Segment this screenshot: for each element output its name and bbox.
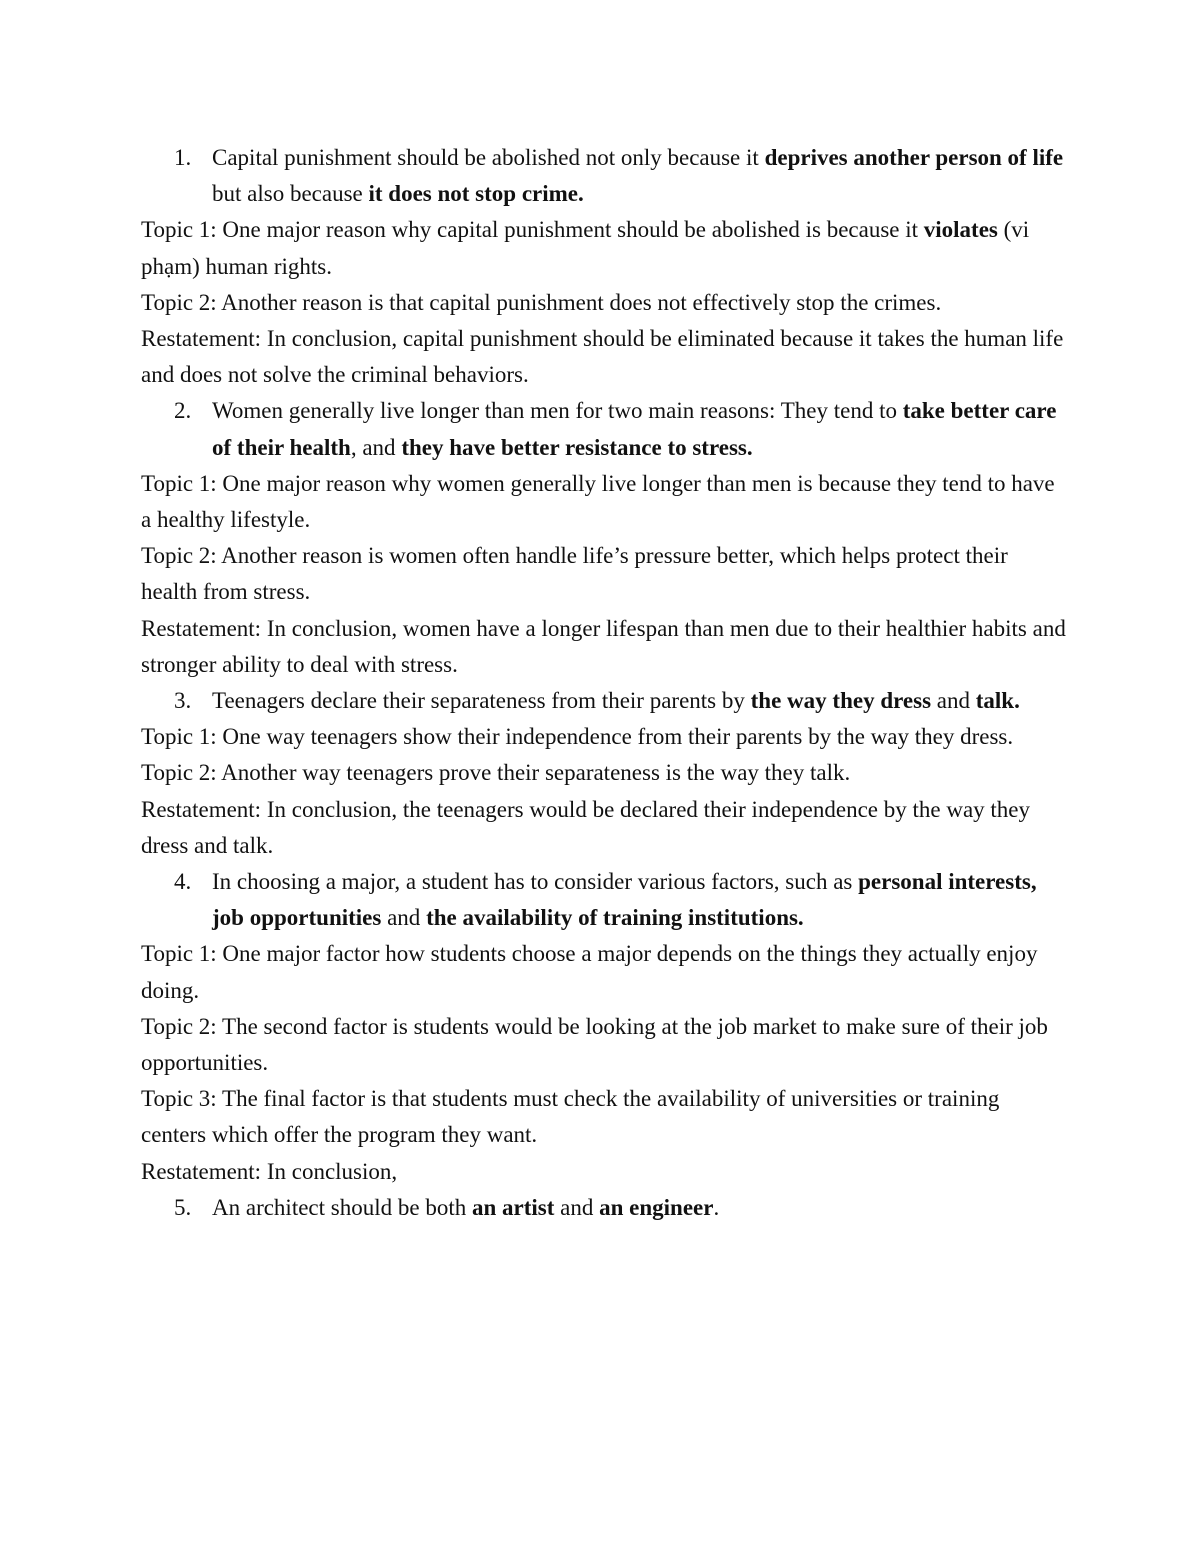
restatement-sentence: Restatement: In conclusion, women have a longer lifespan than men due to their healthier habits and stronger ability to deal with stress. [141,615,1066,677]
list-item-5 [141,1190,1066,1226]
thesis-text: Capital punishment should be abolished not only because it [212,145,765,170]
topic-2-sentence: Topic 2: Another reason is women often handle life’s pressure better, which helps protect their health from stress. [141,543,1008,605]
thesis-bold: the availability of training institutions. [426,905,804,931]
topic-2-sentence: Topic 2: Another reason is that capital punishment does not effectively stop the crimes. [141,289,942,315]
thesis-text: . [713,1194,720,1220]
thesis-bold: they have better resistance to stress. [401,434,753,460]
list-item-4 [141,864,1066,936]
list-number: 5. [174,1194,192,1220]
thesis-text: and [931,688,976,714]
thesis-text: An architect should be both [212,1194,472,1220]
thesis-text: and [381,905,427,931]
list-item-1 [141,140,1066,212]
thesis-bold: the way they dress [750,688,932,714]
list-number: 3. [174,688,192,714]
topic-text: Topic 1: One major reason why capital punishment should be abolished is because it [141,217,924,243]
thesis-bold: personal interests, job opportunities [212,869,1037,931]
document-body [141,140,1066,1226]
thesis-bold: an engineer [599,1194,714,1220]
thesis-bold: it does not stop crime. [368,181,584,207]
list-number: 2. [174,398,192,424]
thesis-text: Teenagers declare their separateness from their parents by [212,688,751,714]
restatement-sentence: Restatement: In conclusion, capital punishment should be eliminated because it takes the human life and does not solve the criminal behaviors. [141,326,1064,388]
topic-2-sentence: Topic 2: The second factor is students would be looking at the job market to make sure of their job opportunities. [141,1013,1048,1076]
list-item-3 [141,683,1066,719]
list-number: 4. [174,869,192,895]
topic-3-sentence: Topic 3: The final factor is that students must check the availability of universities or training centers which offer the program they want. [141,1086,1000,1148]
topic-text: (vi phạm) human rights. [141,217,1030,279]
thesis-bold: take better care of their health [212,398,1057,460]
topic-bold: violates [923,217,998,243]
list-item-2 [141,393,1066,465]
topic-1-sentence [141,212,1066,284]
topic-2-sentence: Topic 2: Another way teenagers prove their separateness is the way they talk. [141,760,851,786]
topic-1-sentence: Topic 1: One major reason why women generally live longer than men is because they tend to have a healthy lifestyle. [141,470,1055,533]
thesis-text: but also because [212,181,369,207]
thesis-bold: talk. [975,688,1020,714]
list-number: 1. [174,145,192,170]
topic-1-sentence: Topic 1: One major factor how students choose a major depends on the things they actually enjoy doing. [141,941,1038,1003]
thesis-text: , and [350,434,402,460]
restatement-sentence: Restatement: In conclusion, the teenagers would be declared their independence by the way they dress and talk. [141,796,1031,858]
thesis-text: and [554,1194,600,1220]
thesis-bold: deprives another person of life [764,145,1064,170]
topic-1-sentence: Topic 1: One way teenagers show their independence from their parents by the way they dress. [141,724,1014,750]
restatement-sentence: Restatement: In conclusion, [141,1158,398,1184]
thesis-text: In choosing a major, a student has to consider various factors, such as [212,869,859,895]
thesis-text: Women generally live longer than men for two main reasons: They tend to [212,398,903,424]
thesis-bold: an artist [471,1194,555,1220]
